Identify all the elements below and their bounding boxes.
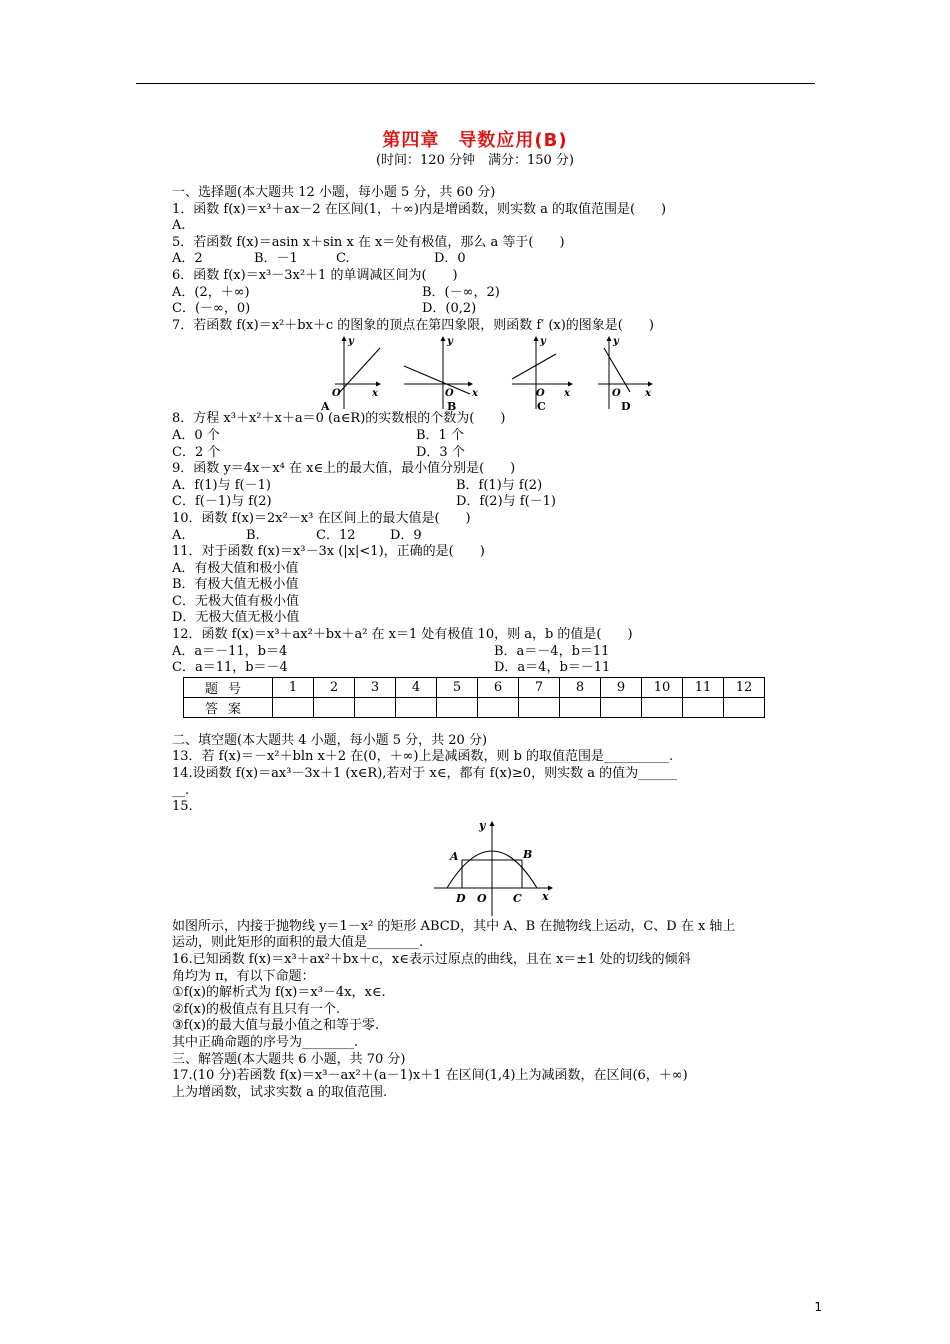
origin-label: O — [332, 388, 341, 400]
question-12: 12．函数 f(x)＝x³＋ax²＋bx＋a² 在 x＝1 处有极值 10，则 a，b 的值是( ) — [172, 627, 633, 643]
section-heading: 三、解答题(本大题共 6 小题，共 70 分) — [172, 1051, 406, 1067]
table-cell: 2 — [314, 677, 355, 697]
table-header-cell: 答案 — [184, 697, 273, 717]
table-cell: 6 — [478, 677, 519, 697]
option: A. — [172, 527, 186, 543]
label-c: C — [513, 891, 522, 905]
option: A．a＝－11，b＝4 — [172, 643, 288, 659]
option: B．－1 — [254, 251, 298, 267]
option: C．12 — [316, 527, 356, 543]
option: D．a＝4，b＝－11 — [494, 660, 611, 676]
question-10-options — [172, 528, 822, 545]
question-5-options — [172, 251, 822, 268]
table-row — [184, 697, 765, 717]
section-heading: 二、填空题(本大题共 4 小题，每小题 5 分，共 20 分) — [172, 732, 488, 748]
axis-x-label: x — [564, 388, 570, 400]
question-10: 10．函数 f(x)＝2x²－x³ 在区间上的最大值是( ) — [172, 510, 471, 526]
table-cell: 9 — [601, 677, 642, 697]
graph-label-a: A — [321, 400, 330, 412]
option: C．a＝11，b＝－4 — [172, 660, 288, 676]
parabola-rectangle-figure — [172, 816, 822, 919]
question-8-options-row — [172, 445, 822, 462]
axis-y-label: y — [447, 336, 453, 348]
label-b: B — [523, 847, 533, 861]
option: D．(0,2) — [422, 301, 477, 317]
option: D．f(2)与 f(－1) — [456, 494, 557, 510]
question-9-options-row — [172, 478, 822, 495]
question-15: 15. — [172, 799, 193, 815]
label-a: A — [450, 849, 459, 863]
question-14: 14.设函数 f(x)＝ax³－3x＋1 (x∈R),若对于 x∈，都有 f(x)≥0，则实数 a 的值为______ — [172, 766, 678, 782]
axis-y-label: y — [613, 336, 619, 348]
question-17-cont: 上为增函数，试求实数 a 的取值范围. — [172, 1084, 388, 1100]
option: B．a＝－4，b＝11 — [494, 643, 610, 659]
question-14-cont: __. — [172, 782, 190, 798]
question-11: 11．对于函数 f(x)＝x³－3x (|x|<1)，正确的是( ) — [172, 544, 485, 560]
option: D．9 — [390, 527, 422, 543]
origin-label: O — [536, 388, 545, 400]
label-o: O — [477, 891, 487, 905]
page-subtitle: (时间：120 分钟 满分：150 分) — [375, 153, 575, 168]
option: D．无极大值无极小值 — [172, 610, 300, 626]
axis-y-label: y — [479, 818, 486, 832]
option: D．3 个 — [416, 444, 465, 460]
graph-a — [332, 336, 380, 409]
question-16: 16.已知函数 f(x)＝x³＋ax²＋bx＋c，x∈表示过原点的曲线，且在 x＝±1 处的切线的倾斜 — [172, 952, 691, 967]
table-cell: 3 — [355, 677, 396, 697]
question-7: 7．若函数 f(x)＝x²＋bx＋c 的图象的顶点在第四象限，则函数 f′ (x)的图象是( ) — [172, 317, 654, 333]
table-cell: 7 — [519, 677, 560, 697]
question-7-graphs — [172, 334, 822, 411]
question-15-text: 运动，则此矩形的面积的最大值是________. — [172, 935, 424, 951]
option: A．f(1)与 f(－1) — [172, 477, 271, 493]
answer-cell — [642, 697, 683, 717]
question-6: 6．函数 f(x)＝x³－3x²＋1 的单调减区间为( ) — [172, 267, 458, 283]
table-row — [184, 677, 765, 697]
question-5: 5．若函数 f(x)＝asin x＋sin x 在 x＝处有极值，那么 a 等于( ) — [172, 234, 565, 250]
answer-table — [183, 677, 765, 718]
answer-cell — [601, 697, 642, 717]
question-1-option: A. — [172, 218, 186, 234]
option: A．0 个 — [172, 427, 220, 443]
table-cell: 10 — [642, 677, 683, 697]
proposition-3: ③f(x)的最大值与最小值之和等于零. — [172, 1018, 380, 1034]
option: C．无极大值有极小值 — [172, 593, 299, 609]
page-title: 第四章 导数应用(B) — [382, 130, 568, 151]
question-9-options-row — [172, 494, 822, 511]
table-header-cell: 题号 — [184, 677, 273, 697]
graph-label-c: C — [537, 400, 546, 412]
question-17: 17.(10 分)若函数 f(x)＝x³－ax²＋(a－1)x＋1 在区间(1,4)上为减函数，在区间(6，＋∞) — [172, 1068, 688, 1084]
graph-c — [512, 336, 572, 412]
origin-label: O — [612, 388, 621, 400]
graph-label-d: D — [621, 400, 631, 412]
question-15-text: 如图所示，内接于抛物线 y＝1－x² 的矩形 ABCD，其中 A、B 在抛物线上运动，C、D 在 x 轴上 — [172, 918, 736, 934]
answer-cell — [396, 697, 437, 717]
question-8: 8．方程 x³＋x²＋x＋a＝0 (a∈R)的实数根的个数为( ) — [172, 411, 506, 427]
option: B．f(1)与 f(2) — [456, 477, 543, 493]
option: C．2 个 — [172, 444, 221, 460]
table-cell: 5 — [437, 677, 478, 697]
option: B．1 个 — [416, 427, 464, 443]
question-15-figure — [172, 816, 822, 919]
graph-options-figure — [172, 334, 822, 411]
exam-body — [172, 185, 822, 1101]
axis-x-label: x — [372, 388, 378, 400]
question-16-cont: 角均为 π，有以下命题： — [172, 968, 315, 984]
table-cell: 11 — [683, 677, 724, 697]
answer-cell — [314, 697, 355, 717]
question-12-options-row — [172, 660, 822, 677]
question-1: 1．函数 f(x)＝x³＋ax－2 在区间(1，＋∞)内是增函数，则实数 a 的取值范围是( ) — [172, 201, 667, 217]
answer-cell — [560, 697, 601, 717]
table-cell: 1 — [273, 677, 314, 697]
answer-cell — [724, 697, 765, 717]
table-cell: 8 — [560, 677, 601, 697]
answer-cell — [683, 697, 724, 717]
option: A．有极大值和极小值 — [172, 560, 299, 576]
section-heading: 一、选择题(本大题共 12 小题，每小题 5 分，共 60 分) — [172, 185, 496, 200]
option: B．有极大值无极小值 — [172, 577, 299, 593]
question-12-options-row — [172, 644, 822, 661]
question-6-options-row — [172, 285, 822, 302]
question-13: 13．若 f(x)＝－x²＋bln x＋2 在(0，＋∞)上是减函数，则 b 的取值范围是__________. — [172, 749, 674, 765]
option: C．f(－1)与 f(2) — [172, 494, 272, 510]
proposition-1: ①f(x)的解析式为 f(x)＝x³－4x，x∈. — [172, 985, 386, 1001]
axis-x-label: x — [542, 889, 549, 903]
axis-y-label: y — [348, 336, 354, 348]
graph-b — [404, 336, 479, 412]
option: B. — [246, 527, 260, 543]
axis-x-label: x — [645, 388, 651, 400]
table-cell: 12 — [724, 677, 765, 697]
option: C．(－∞，0) — [172, 301, 251, 317]
answer-cell — [437, 697, 478, 717]
header-rule — [136, 83, 815, 84]
question-6-options-row — [172, 301, 822, 318]
option: A．(2，＋∞) — [172, 284, 250, 300]
origin-label: O — [445, 388, 454, 400]
question-9: 9．函数 y＝4x－x⁴ 在 x∈上的最大值，最小值分别是( ) — [172, 461, 516, 477]
table-cell: 4 — [396, 677, 437, 697]
option: D．0 — [434, 251, 466, 267]
option: B．(－∞，2) — [422, 284, 500, 300]
axis-x-label: x — [472, 388, 478, 400]
option: A．2 — [172, 251, 203, 267]
option: C. — [336, 251, 350, 267]
question-16-answer-line: 其中正确命题的序号为________. — [172, 1034, 359, 1050]
graph-d — [598, 336, 652, 412]
label-d: D — [456, 891, 466, 905]
axis-y-label: y — [540, 336, 546, 348]
question-8-options-row — [172, 428, 822, 445]
proposition-2: ②f(x)的极值点有且只有一个. — [172, 1001, 341, 1017]
graph-label-b: B — [447, 400, 457, 412]
page-number: 1 — [814, 1300, 822, 1314]
answer-cell — [478, 697, 519, 717]
answer-cell — [355, 697, 396, 717]
answer-cell — [273, 697, 314, 717]
answer-cell — [519, 697, 560, 717]
